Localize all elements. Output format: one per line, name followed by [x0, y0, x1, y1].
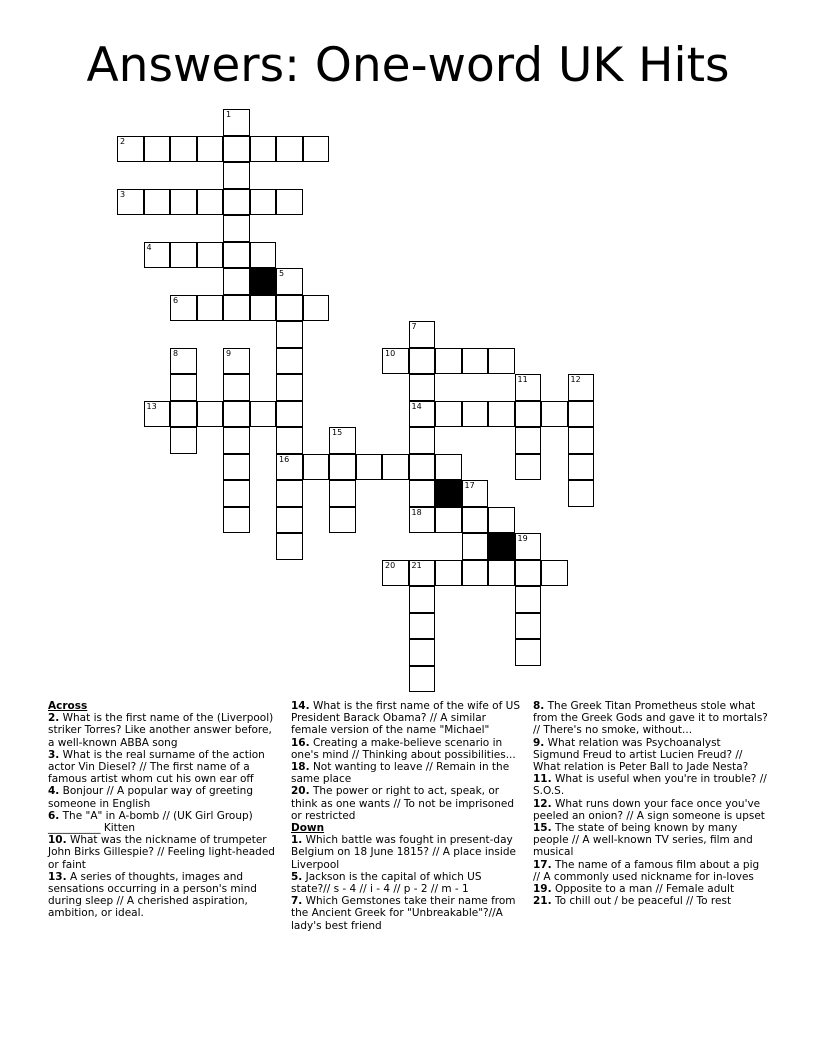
grid-cell[interactable] — [276, 454, 303, 481]
grid-cell[interactable] — [409, 427, 436, 454]
clue-number: 1. — [291, 834, 303, 847]
grid-cell-number: 2 — [120, 136, 126, 146]
grid-cell[interactable] — [276, 374, 303, 401]
grid-cell[interactable] — [488, 348, 515, 375]
grid-cell[interactable] — [409, 374, 436, 401]
clue-text: What is useful when you're in trouble? // S.O.S. — [533, 773, 767, 798]
grid-cell-number: 4 — [146, 242, 152, 252]
grid-cell[interactable] — [488, 507, 515, 534]
grid-cell[interactable] — [250, 189, 277, 216]
clue-item — [48, 712, 280, 749]
grid-cell[interactable] — [276, 427, 303, 454]
grid-cell[interactable] — [303, 136, 330, 163]
grid-cell[interactable] — [515, 454, 542, 481]
down-clue-list — [291, 834, 523, 932]
grid-cell[interactable] — [170, 295, 197, 322]
grid-cell[interactable] — [435, 560, 462, 587]
grid-cell[interactable] — [197, 189, 224, 216]
clue-item — [291, 700, 523, 737]
grid-cell[interactable] — [170, 189, 197, 216]
clue-item — [533, 883, 768, 895]
grid-cell[interactable] — [170, 348, 197, 375]
grid-cell-number: 17 — [464, 481, 475, 490]
grid-cell[interactable] — [515, 427, 542, 454]
grid-cell-number: 21 — [411, 560, 422, 570]
grid-cell[interactable] — [223, 215, 250, 242]
clue-item — [48, 834, 280, 871]
grid-cell[interactable] — [223, 109, 250, 136]
grid-black-cell — [488, 533, 515, 560]
grid-cell[interactable] — [515, 613, 542, 640]
grid-cell[interactable] — [197, 242, 224, 269]
clue-number: 18. — [291, 761, 310, 774]
grid-cell[interactable] — [329, 480, 356, 507]
grid-cell[interactable] — [223, 242, 250, 269]
clue-number: 17. — [533, 858, 552, 871]
grid-cell[interactable] — [276, 480, 303, 507]
grid-cell[interactable] — [223, 507, 250, 534]
grid-cell[interactable] — [409, 560, 436, 587]
grid-cell[interactable] — [276, 295, 303, 322]
grid-cell[interactable] — [568, 454, 595, 481]
clue-item — [291, 785, 523, 822]
grid-cell-number: 8 — [173, 348, 179, 358]
grid-cell[interactable] — [223, 189, 250, 216]
clue-item — [533, 700, 768, 737]
clue-number: 21. — [533, 895, 552, 908]
grid-cell[interactable] — [435, 348, 462, 375]
grid-cell[interactable] — [117, 189, 144, 216]
grid-cell[interactable] — [409, 321, 436, 348]
grid-cell[interactable] — [276, 268, 303, 295]
grid-cell[interactable] — [197, 136, 224, 163]
clue-number: 11. — [533, 773, 552, 786]
clue-item — [533, 798, 768, 822]
clue-text: A series of thoughts, images and sensations occurring in a person's mind during sleep // A cherished aspiration, ambition, or ideal. — [48, 870, 257, 920]
clue-item — [291, 895, 523, 932]
clue-text: Creating a make-believe scenario in one's mind // Thinking about possibilities... — [291, 736, 516, 761]
clue-item — [533, 737, 768, 774]
clues-column-3 — [533, 700, 768, 907]
grid-cell[interactable] — [568, 401, 595, 428]
grid-cell-number: 20 — [385, 560, 396, 570]
clue-number: 10. — [48, 834, 67, 847]
grid-cell-number: 9 — [226, 348, 232, 358]
clue-text: The name of a famous film about a pig // A commonly used nickname for in-loves — [533, 858, 760, 883]
grid-cell[interactable] — [435, 401, 462, 428]
grid-cell[interactable] — [197, 401, 224, 428]
grid-cell[interactable] — [250, 401, 277, 428]
clue-text: What is the first name of the wife of US President Barack Obama? // A similar female version of the name "Michael" — [291, 700, 520, 737]
grid-cell[interactable] — [223, 268, 250, 295]
grid-black-cell — [250, 268, 277, 295]
page-title: Answers: One-word UK Hits — [86, 38, 730, 93]
clue-text: The state of being known by many people // A well-known TV series, film and musical — [533, 822, 753, 859]
grid-cell-number: 3 — [120, 189, 126, 199]
clue-number: 7. — [291, 895, 303, 908]
grid-cell[interactable] — [223, 454, 250, 481]
clue-text: Bonjour // A popular way of greeting someone in English — [48, 785, 253, 810]
grid-cell[interactable] — [488, 560, 515, 587]
grid-cell[interactable] — [488, 401, 515, 428]
grid-cell[interactable] — [303, 454, 330, 481]
grid-cell[interactable] — [223, 162, 250, 189]
grid-cell[interactable] — [515, 586, 542, 613]
clue-item — [48, 785, 280, 809]
grid-cell[interactable] — [462, 480, 489, 507]
grid-cell[interactable] — [144, 189, 171, 216]
clue-number: 19. — [533, 883, 552, 896]
grid-cell-number: 19 — [517, 534, 528, 543]
grid-cell[interactable] — [329, 454, 356, 481]
grid-cell[interactable] — [170, 242, 197, 269]
clue-text: Not wanting to leave // Remain in the same place — [291, 761, 510, 786]
clue-item — [533, 773, 768, 797]
clue-number: 9. — [533, 736, 545, 749]
clue-number: 16. — [291, 736, 310, 749]
clue-number: 13. — [48, 870, 67, 883]
grid-cell[interactable] — [409, 586, 436, 613]
clue-number: 6. — [48, 809, 60, 822]
grid-cell[interactable] — [409, 666, 436, 693]
grid-cell[interactable] — [170, 427, 197, 454]
grid-cell[interactable] — [170, 401, 197, 428]
clue-number: 12. — [533, 797, 552, 810]
grid-cell[interactable] — [223, 401, 250, 428]
grid-cell[interactable] — [223, 348, 250, 375]
clue-text: Jackson is the capital of which US state?// s - 4 // i - 4 // p - 2 // m - 1 — [291, 870, 482, 896]
grid-cell-number: 16 — [279, 454, 290, 464]
clue-text: The Greek Titan Prometheus stole what from the Greek Gods and gave it to mortals? // There's no smoke, without... — [533, 700, 768, 737]
clue-number: 20. — [291, 785, 310, 798]
grid-cell[interactable] — [462, 507, 489, 534]
clue-item — [291, 871, 523, 895]
grid-cell[interactable] — [382, 560, 409, 587]
clue-number: 8. — [533, 700, 545, 712]
grid-cell[interactable] — [462, 560, 489, 587]
clue-number: 4. — [48, 785, 60, 798]
clue-text: Which Gemstones take their name from the Ancient Greek for "Unbreakable"?//A lady's best friend — [291, 895, 516, 932]
grid-cell[interactable] — [541, 560, 568, 587]
clues-column-2 — [291, 700, 523, 932]
across-clue-list-continued — [291, 700, 523, 822]
grid-cell[interactable] — [250, 242, 277, 269]
grid-cell[interactable] — [223, 480, 250, 507]
grid-cell[interactable] — [144, 136, 171, 163]
down-heading: Down — [291, 822, 325, 835]
clue-number: 3. — [48, 748, 60, 761]
grid-cell-number: 5 — [279, 269, 285, 278]
grid-cell[interactable] — [462, 348, 489, 375]
clues-column-1 — [48, 700, 280, 920]
grid-cell[interactable] — [223, 374, 250, 401]
grid-cell[interactable] — [409, 639, 436, 666]
clue-text: What was the nickname of trumpeter John Birks Gillespie? // Feeling light-headed or faint — [48, 834, 275, 871]
grid-cell-number: 6 — [173, 295, 179, 305]
grid-cell[interactable] — [382, 348, 409, 375]
grid-cell[interactable] — [276, 189, 303, 216]
clue-item — [48, 871, 280, 920]
grid-cell[interactable] — [276, 533, 303, 560]
grid-cell[interactable] — [276, 507, 303, 534]
grid-cell[interactable] — [435, 454, 462, 481]
grid-cell[interactable] — [462, 401, 489, 428]
clue-number: 15. — [533, 822, 552, 835]
grid-cell[interactable] — [329, 507, 356, 534]
clue-text: What is the first name of the (Liverpool) striker Torres? Like another answer before, a well-known ABBA song — [48, 712, 274, 749]
grid-cell[interactable] — [276, 401, 303, 428]
grid-cell[interactable] — [223, 295, 250, 322]
grid-cell[interactable] — [409, 507, 436, 534]
grid-cell-number: 18 — [411, 507, 422, 517]
grid-cell[interactable] — [568, 374, 595, 401]
clue-item — [533, 822, 768, 859]
grid-cell-number: 12 — [570, 375, 581, 384]
grid-cell[interactable] — [170, 136, 197, 163]
grid-cell[interactable] — [515, 533, 542, 560]
grid-cell[interactable] — [276, 348, 303, 375]
grid-cell[interactable] — [197, 295, 224, 322]
grid-cell[interactable] — [382, 454, 409, 481]
grid-cell[interactable] — [515, 560, 542, 587]
grid-cell[interactable] — [303, 295, 330, 322]
grid-cell[interactable] — [329, 427, 356, 454]
clue-number: 2. — [48, 712, 60, 725]
clue-text: The power or right to act, speak, or think as one wants // To not be imprisoned or restricted — [291, 785, 515, 822]
clue-text: Which battle was fought in present-day Belgium on 18 June 1815? // A place inside Liverpool — [291, 834, 516, 871]
grid-cell[interactable] — [170, 374, 197, 401]
grid-cell[interactable] — [409, 454, 436, 481]
clue-text: What is the real surname of the action actor Vin Diesel? // The first name of a famous artist whom cut his own ear off — [48, 748, 265, 786]
clue-item — [48, 810, 280, 834]
down-clue-list-continued — [533, 700, 768, 907]
clue-item — [291, 761, 523, 785]
clue-item — [48, 749, 280, 786]
grid-cell[interactable] — [515, 401, 542, 428]
grid-cell[interactable] — [144, 242, 171, 269]
grid-cell[interactable] — [515, 374, 542, 401]
clue-item — [291, 834, 523, 871]
grid-cell[interactable] — [276, 136, 303, 163]
grid-cell[interactable] — [409, 613, 436, 640]
clue-text: What relation was Psychoanalyst Sigmund Freud to artist Lucien Freud? // What relation is Peter Ball to Jade Nesta? — [533, 736, 749, 774]
grid-cell-number: 15 — [332, 428, 343, 437]
grid-cell[interactable] — [409, 401, 436, 428]
grid-cell[interactable] — [409, 348, 436, 375]
clue-text: Opposite to a man // Female adult — [554, 883, 735, 896]
grid-cell-number: 10 — [385, 348, 396, 358]
grid-cell[interactable] — [276, 321, 303, 348]
across-heading: Across — [48, 700, 88, 712]
clue-item — [291, 737, 523, 761]
grid-cell[interactable] — [541, 401, 568, 428]
clue-item — [533, 859, 768, 883]
grid-cell[interactable] — [435, 507, 462, 534]
grid-cell-number: 13 — [146, 401, 157, 411]
grid-cell[interactable] — [462, 533, 489, 560]
grid-cell-number: 11 — [517, 375, 528, 384]
grid-cell-number: 14 — [411, 401, 422, 411]
grid-cell[interactable] — [117, 136, 144, 163]
grid-cell[interactable] — [568, 427, 595, 454]
grid-cell[interactable] — [515, 639, 542, 666]
grid-cell[interactable] — [223, 427, 250, 454]
across-clue-list — [48, 712, 280, 919]
clue-text: The "A" in A-bomb // (UK Girl Group) __________ Kitten — [48, 809, 253, 835]
grid-cell[interactable] — [568, 480, 595, 507]
clue-item — [533, 895, 768, 907]
clue-number: 5. — [291, 870, 303, 883]
grid-cell[interactable] — [356, 454, 383, 481]
clue-number: 14. — [291, 700, 310, 712]
grid-black-cell — [435, 480, 462, 507]
clue-text: To chill out / be peaceful // To rest — [554, 895, 732, 908]
grid-cell[interactable] — [144, 401, 171, 428]
grid-cell[interactable] — [409, 480, 436, 507]
grid-cell[interactable] — [250, 136, 277, 163]
grid-cell-number: 7 — [411, 322, 417, 331]
grid-cell[interactable] — [250, 295, 277, 322]
grid-cell-number: 1 — [226, 110, 232, 119]
grid-cell[interactable] — [223, 136, 250, 163]
clue-text: What runs down your face once you've peeled an onion? // A sign someone is upset — [533, 797, 765, 822]
